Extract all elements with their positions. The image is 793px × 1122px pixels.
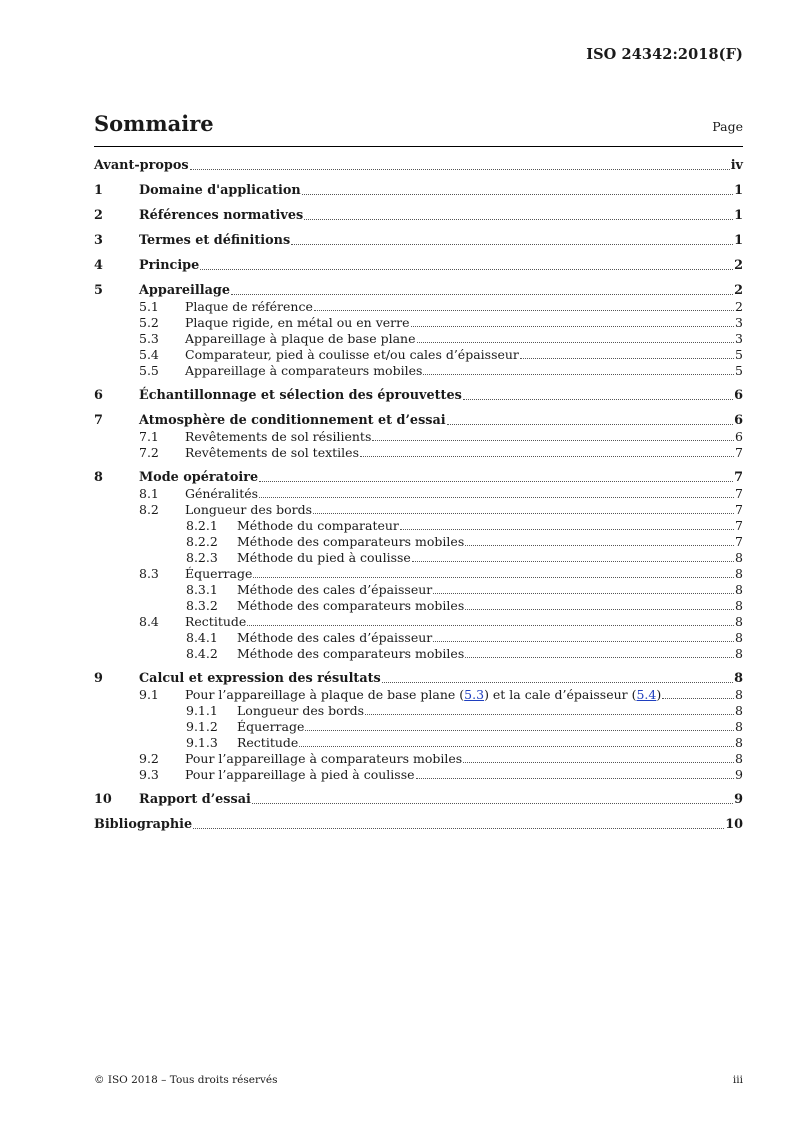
dot-leader <box>305 730 734 731</box>
toc-entry[interactable] <box>94 157 743 174</box>
dot-leader <box>259 497 734 498</box>
toc-entry[interactable] <box>94 207 743 224</box>
toc-entry-number: 5.3 <box>139 331 159 346</box>
toc-entry-number: 5.5 <box>139 363 159 378</box>
toc-entry[interactable] <box>94 412 743 429</box>
toc-entry[interactable] <box>94 735 743 751</box>
toc-entry-title: Avant-propos <box>94 158 189 173</box>
dot-leader <box>253 577 734 578</box>
toc-entry-title: Rectitude <box>185 614 247 629</box>
footer-page-number: iii <box>732 1074 743 1086</box>
dot-leader <box>313 513 734 514</box>
toc-entry-page: 2 <box>734 258 743 273</box>
toc-entry[interactable] <box>94 387 743 404</box>
toc-entry-title: Équerrage <box>185 566 253 581</box>
toc-entry[interactable] <box>94 315 743 331</box>
toc-entry-page: 8 <box>735 582 743 597</box>
toc-entry-number: 8.4 <box>139 614 159 629</box>
toc-entry-number: 8.4.2 <box>186 646 218 661</box>
toc-entry[interactable] <box>94 502 743 518</box>
toc-entry-page: 6 <box>735 429 743 444</box>
dot-leader <box>372 440 734 441</box>
dot-leader <box>190 169 730 170</box>
dot-leader <box>463 762 734 763</box>
toc-entry-page: 1 <box>734 233 743 248</box>
dot-leader <box>447 424 733 425</box>
toc-entry-number: 9.1 <box>139 687 159 702</box>
toc-entry[interactable] <box>94 816 743 833</box>
toc-entry-page: iv <box>730 158 743 173</box>
toc-entry-title: Pour l’appareillage à comparateurs mobiles <box>185 751 463 766</box>
dot-leader <box>400 529 734 530</box>
toc-entry-page: 8 <box>735 646 743 661</box>
toc-entry-title: Atmosphère de conditionnement et d’essai <box>139 413 446 428</box>
toc-entry[interactable] <box>94 646 743 662</box>
toc-entry-text-part: Pour l’appareillage à plaque de base plane ( <box>185 687 465 702</box>
page-title: Sommaire <box>94 111 214 136</box>
toc-entry-page: 8 <box>735 614 743 629</box>
toc-entry-page: 2 <box>735 299 743 314</box>
dot-leader <box>463 399 733 400</box>
toc-entry[interactable] <box>94 687 743 703</box>
toc-entry[interactable] <box>94 767 743 783</box>
toc-entry-page: 8 <box>735 687 743 702</box>
dot-leader <box>247 625 734 626</box>
toc-entry-title: Échantillonnage et sélection des éprouvettes <box>139 388 462 403</box>
toc-entry-title: Revêtements de sol textiles <box>185 445 359 460</box>
toc-entry-number: 8.2.1 <box>186 518 218 533</box>
dot-leader <box>412 561 734 562</box>
toc-entry-page: 7 <box>735 502 743 517</box>
toc-entry[interactable] <box>94 719 743 735</box>
toc-entry-number: 10 <box>94 792 112 807</box>
toc-entry-number: 9.1.1 <box>186 703 218 718</box>
dot-leader <box>662 698 734 699</box>
toc-entry[interactable] <box>94 703 743 719</box>
toc-entry-title: Références normatives <box>139 208 304 223</box>
dot-leader <box>382 682 733 683</box>
toc-entry-number: 2 <box>94 208 103 223</box>
toc-entry-number: 8.1 <box>139 486 159 501</box>
dot-leader <box>365 714 734 715</box>
toc-entry-number: 1 <box>94 183 103 198</box>
dot-leader <box>291 244 733 245</box>
toc-entry-number: 5 <box>94 283 103 298</box>
toc-entry-title: Longueur des bords <box>185 502 313 517</box>
toc-entry-number: 8.4.1 <box>186 630 218 645</box>
dot-leader <box>252 803 733 804</box>
dot-leader <box>259 481 733 482</box>
toc-entry[interactable] <box>94 347 743 363</box>
clause-reference-link[interactable]: 5.3 <box>464 687 485 702</box>
toc-entry-page: 6 <box>734 388 743 403</box>
toc-entry-number: 8.2 <box>139 502 159 517</box>
dot-leader <box>231 294 733 295</box>
dot-leader <box>200 269 733 270</box>
toc-entry-number: 7.1 <box>139 429 159 444</box>
toc-entry-title: Bibliographie <box>94 817 193 832</box>
toc-entry-title: Comparateur, pied à coulisse et/ou cales d’épaisseur <box>185 347 519 362</box>
toc-entry-page: 7 <box>734 470 743 485</box>
toc-entry-number: 5.4 <box>139 347 159 362</box>
toc-entry-title <box>94 687 661 703</box>
toc-entry-page: 2 <box>734 283 743 298</box>
toc-entry-title: Calcul et expression des résultats <box>139 671 381 686</box>
dot-leader <box>433 641 734 642</box>
dot-leader <box>193 828 724 829</box>
toc-entry-number: 8 <box>94 470 103 485</box>
toc-entry-title: Termes et définitions <box>139 233 291 248</box>
toc-entry[interactable] <box>94 363 743 379</box>
toc-entry[interactable] <box>94 614 743 630</box>
toc-entry-title: Méthode du pied à coulisse <box>237 550 411 565</box>
toc-entry[interactable] <box>94 232 743 249</box>
footer-copyright: © ISO 2018 – Tous droits réservés <box>94 1074 278 1086</box>
toc-entry[interactable] <box>94 469 743 486</box>
toc-entry-page: 7 <box>735 486 743 501</box>
dot-leader <box>411 326 735 327</box>
toc-entry-number: 5.2 <box>139 315 159 330</box>
toc-entry-title: Méthode des comparateurs mobiles <box>237 534 465 549</box>
dot-leader <box>423 374 734 375</box>
toc-entry[interactable] <box>94 534 743 550</box>
toc-entry-title: Longueur des bords <box>237 703 365 718</box>
toc-entry-number: 6 <box>94 388 103 403</box>
toc-entry[interactable] <box>94 331 743 347</box>
toc-entry-number: 9.3 <box>139 767 159 782</box>
toc-entry[interactable] <box>94 670 743 687</box>
dot-leader <box>417 342 735 343</box>
toc-entry-title: Méthode des cales d’épaisseur <box>237 582 433 597</box>
toc-entry-title: Généralités <box>185 486 259 501</box>
toc-entry[interactable] <box>94 257 743 274</box>
dot-leader <box>465 609 734 610</box>
toc-entry-page: 10 <box>725 817 743 832</box>
dot-leader <box>304 219 733 220</box>
toc-entry-number: 8.3.1 <box>186 582 218 597</box>
toc-entry[interactable] <box>94 751 743 767</box>
toc-entry-page: 5 <box>735 363 743 378</box>
toc-entry-title: Méthode des cales d’épaisseur <box>237 630 433 645</box>
toc-entry-text-part: ) et la cale d’épaisseur ( <box>484 687 637 702</box>
toc-entry-page: 8 <box>735 703 743 718</box>
table-of-contents <box>94 157 743 833</box>
toc-entry-title: Rectitude <box>237 735 299 750</box>
dot-leader <box>520 358 734 359</box>
page-column-label: Page <box>712 119 743 134</box>
toc-entry[interactable] <box>94 598 743 614</box>
toc-entry-title: Rapport d’essai <box>139 792 251 807</box>
dot-leader <box>433 593 734 594</box>
toc-entry-page: 8 <box>735 719 743 734</box>
toc-entry-number: 7.2 <box>139 445 159 460</box>
toc-entry-page: 3 <box>735 331 743 346</box>
toc-entry-title: Domaine d'application <box>139 183 301 198</box>
toc-entry[interactable] <box>94 791 743 808</box>
clause-reference-link[interactable]: 5.4 <box>636 687 657 702</box>
toc-entry-title: Plaque de référence <box>185 299 313 314</box>
toc-entry-page: 8 <box>735 550 743 565</box>
dot-leader <box>314 310 734 311</box>
toc-entry[interactable] <box>94 486 743 502</box>
toc-entry-page: 7 <box>735 534 743 549</box>
toc-entry-title: Méthode du comparateur <box>237 518 399 533</box>
toc-entry-number: 5.1 <box>139 299 159 314</box>
toc-entry[interactable] <box>94 445 743 461</box>
dot-leader <box>465 657 734 658</box>
toc-entry-page: 7 <box>735 518 743 533</box>
toc-entry[interactable] <box>94 566 743 582</box>
dot-leader <box>302 194 733 195</box>
dot-leader <box>416 778 735 779</box>
title-divider <box>94 146 743 147</box>
dot-leader <box>299 746 734 747</box>
toc-entry-number: 8.3 <box>139 566 159 581</box>
toc-entry-page: 1 <box>734 208 743 223</box>
toc-entry-number: 8.2.3 <box>186 550 218 565</box>
toc-entry-text-part: ) <box>656 687 662 702</box>
toc-entry-number: 3 <box>94 233 103 248</box>
toc-entry-page: 8 <box>735 751 743 766</box>
toc-entry-page: 6 <box>734 413 743 428</box>
toc-entry-title: Méthode des comparateurs mobiles <box>237 646 465 661</box>
toc-entry-page: 9 <box>735 767 743 782</box>
toc-entry-title: Appareillage à comparateurs mobiles <box>185 363 423 378</box>
toc-entry[interactable] <box>94 630 743 646</box>
toc-entry-page: 8 <box>735 566 743 581</box>
toc-entry-page: 3 <box>735 315 743 330</box>
toc-entry-title: Principe <box>139 258 200 273</box>
toc-entry-page: 7 <box>735 445 743 460</box>
toc-entry-title: Équerrage <box>237 719 305 734</box>
toc-entry-number: 4 <box>94 258 103 273</box>
toc-entry-page: 8 <box>735 735 743 750</box>
dot-leader <box>360 456 734 457</box>
toc-entry[interactable] <box>94 550 743 566</box>
toc-entry-number: 9.1.2 <box>186 719 218 734</box>
document-identifier: ISO 24342:2018(F) <box>586 46 743 63</box>
toc-entry-title: Mode opératoire <box>139 470 259 485</box>
toc-entry[interactable] <box>94 429 743 445</box>
toc-entry-number: 9.1.3 <box>186 735 218 750</box>
toc-entry-title: Plaque rigide, en métal ou en verre <box>185 315 410 330</box>
toc-entry-page: 8 <box>735 630 743 645</box>
toc-entry-number: 8.3.2 <box>186 598 218 613</box>
toc-entry-page: 1 <box>734 183 743 198</box>
dot-leader <box>465 545 734 546</box>
toc-entry-title: Appareillage à plaque de base plane <box>185 331 416 346</box>
toc-entry-title: Revêtements de sol résilients <box>185 429 372 444</box>
toc-entry[interactable] <box>94 518 743 534</box>
toc-entry-number: 9 <box>94 671 103 686</box>
toc-entry[interactable] <box>94 299 743 315</box>
toc-entry[interactable] <box>94 582 743 598</box>
toc-entry-number: 8.2.2 <box>186 534 218 549</box>
toc-entry-page: 9 <box>734 792 743 807</box>
toc-entry-page: 5 <box>735 347 743 362</box>
toc-entry-page: 8 <box>734 671 743 686</box>
toc-entry-title: Méthode des comparateurs mobiles <box>237 598 465 613</box>
toc-entry-page: 8 <box>735 598 743 613</box>
toc-entry-number: 7 <box>94 413 103 428</box>
toc-entry[interactable] <box>94 282 743 299</box>
toc-entry[interactable] <box>94 182 743 199</box>
toc-entry-number: 9.2 <box>139 751 159 766</box>
toc-entry-title: Appareillage <box>139 283 230 298</box>
toc-entry-title: Pour l’appareillage à pied à coulisse <box>185 767 415 782</box>
